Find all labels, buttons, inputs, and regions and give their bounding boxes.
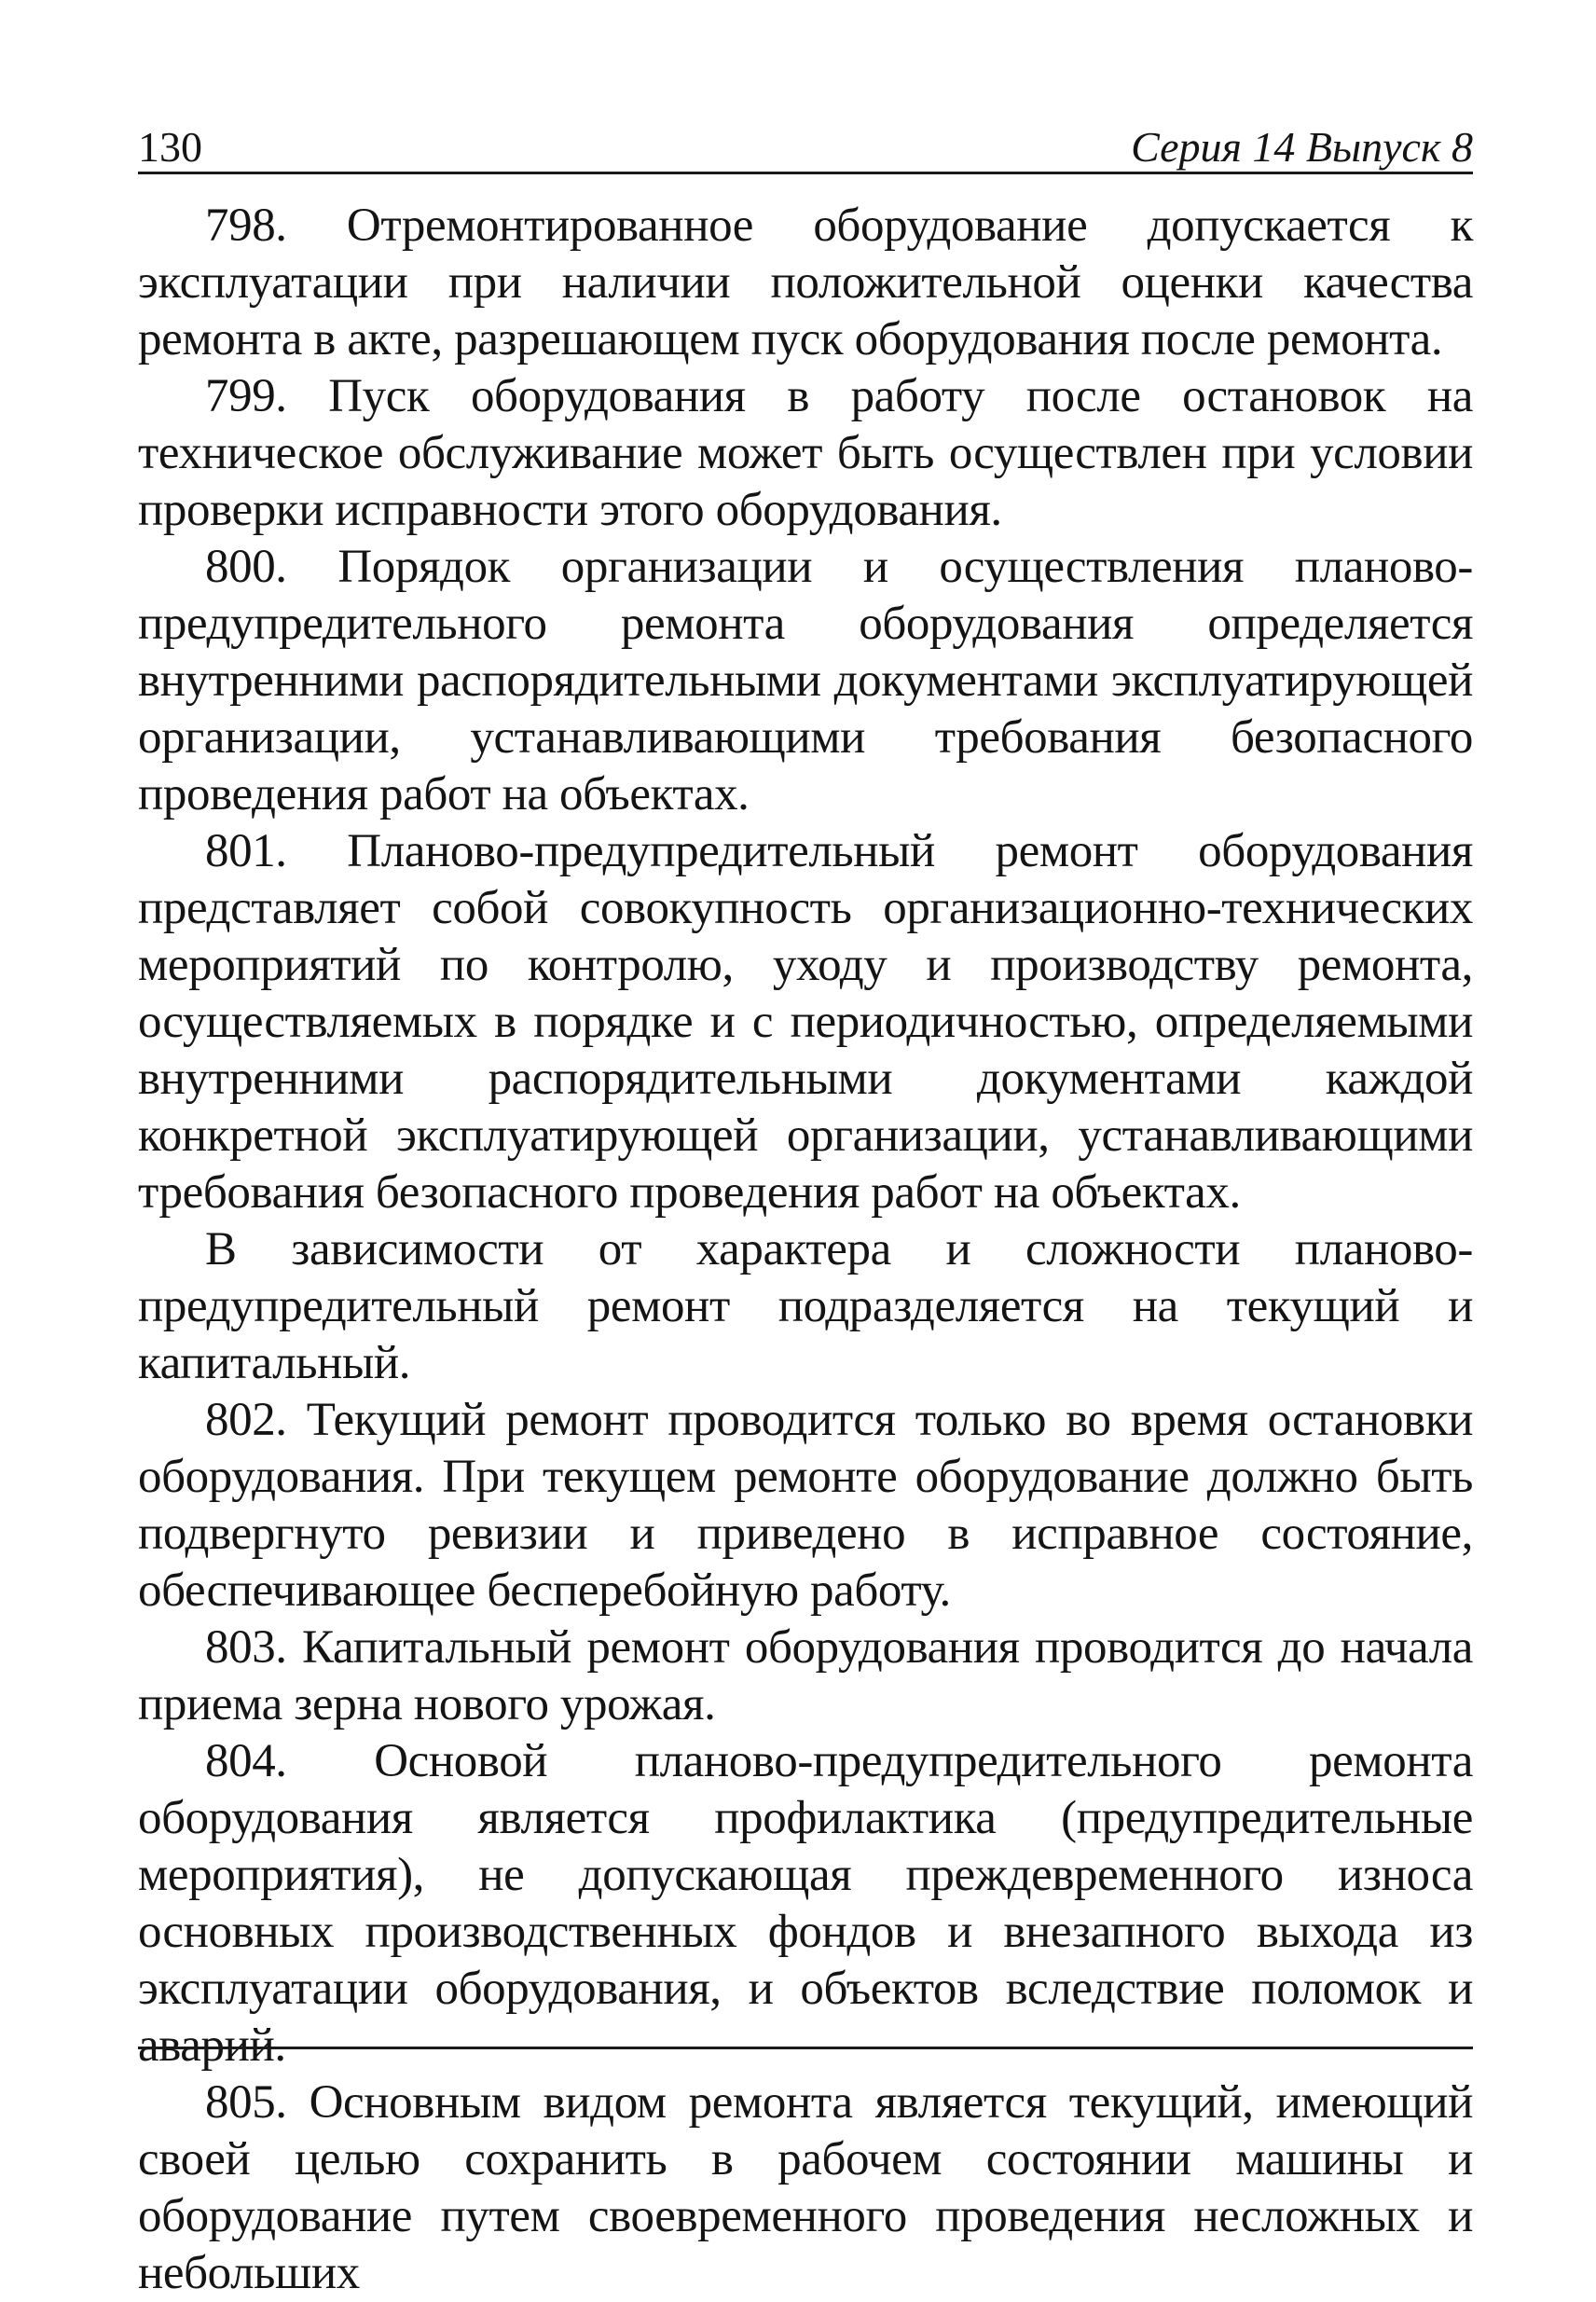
paragraph-800: 800. Порядок организации и осуществления планово-предупредительного ремонта оборудования определяется внутренними распорядительными документами эксплуатирующей организации, устанавливающими требования безопасного проведения работ на объектах. bbox=[138, 541, 1473, 820]
paragraph-801: 801. Планово-предупредительный ремонт оборудования представляет собой совокупность организационно-технических мероприятий по контролю, уходу и производству ремонта, осуществляемых в порядке и с периодичностью, определяемыми внутренними распорядительными документами каждой конкретной эксплуатирующей организации, устанавливающими требования безопасного проведения работ на объектах. bbox=[138, 825, 1473, 1219]
paragraph-799: 799. Пуск оборудования в работу после остановок на техническое обслуживание может быть осуществлен при условии проверки исправности этого оборудования. bbox=[138, 370, 1473, 536]
paragraph-798: 798. Отремонтированное оборудование допускается к эксплуатации при наличии положительной оценки качества ремонта в акте, разрешающем пуск оборудования после ремонта. bbox=[138, 200, 1473, 365]
document-page bbox=[138, 0, 1473, 2299]
running-title: Серия 14 Выпуск 8 bbox=[1131, 123, 1473, 171]
paragraph-803: 803. Капитальный ремонт оборудования проводится до начала приема зерна нового урожая. bbox=[138, 1621, 1473, 1730]
paragraph-805: 805. Основным видом ремонта является текущий, имеющий своей целью сохранить в рабочем состоянии машины и оборудование путем своевременного проведения несложных и небольших bbox=[138, 2076, 1473, 2299]
paragraph-801-continuation: В зависимости от характера и сложности планово-предупредительный ремонт подразделяется на текущий и капитальный. bbox=[138, 1223, 1473, 1389]
paragraph-804: 804. Основой планово-предупредительного ремонта оборудования является профилактика (предупредительные мероприятия), не допускающая преждевременного износа основных производственных фондов и внезапного выхода из эксплуатации оборудования, и объектов вследствие поломок и аварий. bbox=[138, 1735, 1473, 2072]
footer-rule bbox=[138, 2047, 1473, 2049]
page-header bbox=[138, 123, 1473, 174]
body-text bbox=[138, 198, 1473, 2302]
page-number: 130 bbox=[138, 123, 202, 171]
paragraph-802: 802. Текущий ремонт проводится только во время остановки оборудования. При текущем ремонте оборудование должно быть подвергнуто ревизии и приведено в исправное состояние, обеспечивающее бесперебойную работу. bbox=[138, 1394, 1473, 1617]
